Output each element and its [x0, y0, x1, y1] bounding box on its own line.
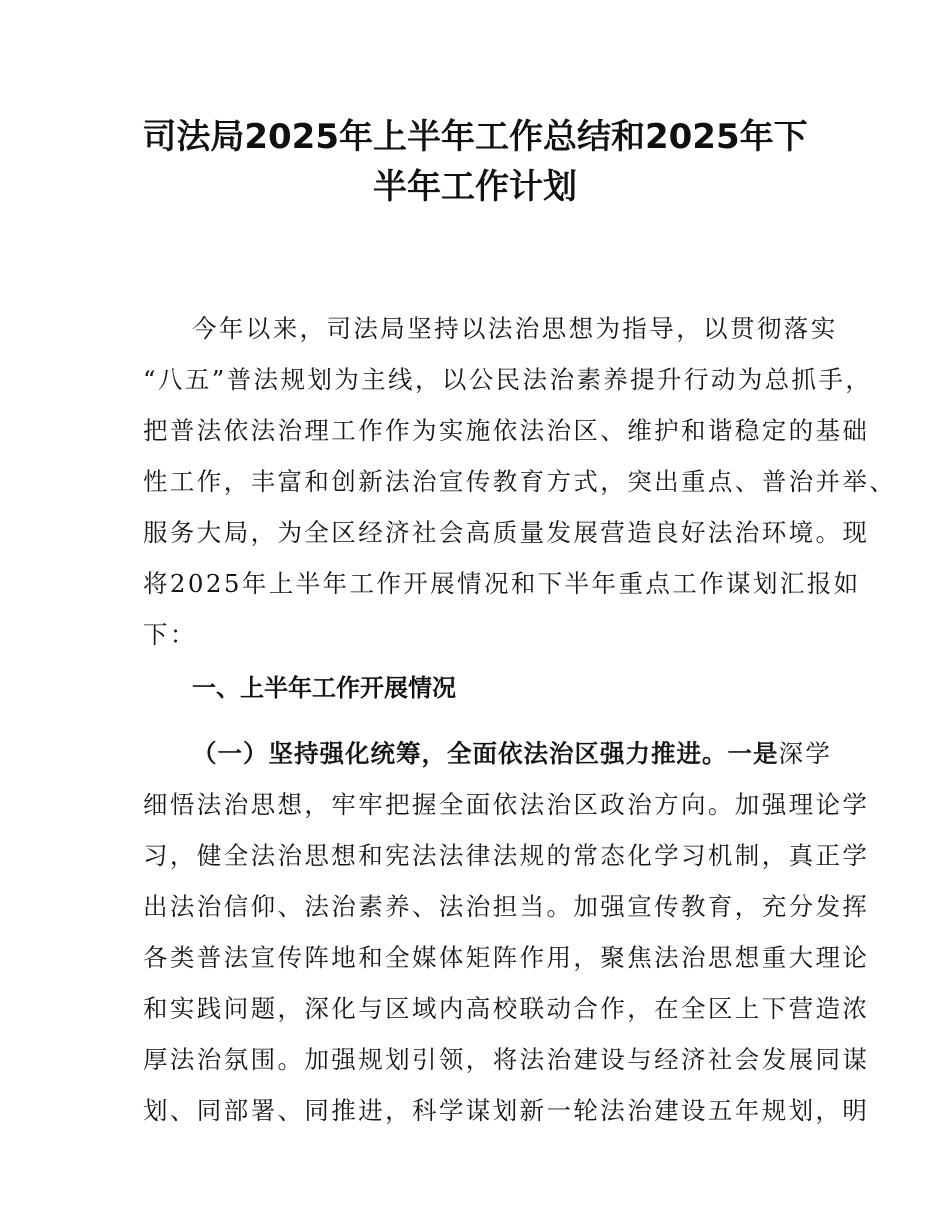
paragraph-line: 下： [143, 620, 197, 649]
paragraph-line: 今年以来，司法局坚持以法治思想为指导，以贯彻落实 [192, 314, 838, 343]
paragraph-text: 深学 [778, 739, 833, 768]
title-line-2: 半年工作计划 [373, 167, 577, 207]
paragraph-line: “八五”普法规划为主线，以公民法治素养提升行动为总抓手， [143, 365, 873, 394]
paragraph-line: 和实践问题，深化与区域内高校联动合作，在全区上下营造浓 [143, 994, 870, 1023]
paragraph-line: 将2025年上半年工作开展情况和下半年重点工作谋划汇报如 [143, 569, 861, 598]
paragraph-line: 服务大局，为全区经济社会高质量发展营造良好法治环境。现 [143, 518, 870, 547]
paragraph-line: 性工作，丰富和创新法治宣传教育方式，突出重点、普治并举、 [143, 467, 897, 496]
paragraph-line: 出法治信仰、法治素养、法治担当。加强宣传教育，充分发挥 [143, 892, 870, 921]
paragraph-line: 划、同部署、同推进，科学谋划新一轮法治建设五年规划，明 [143, 1096, 870, 1125]
subsection-heading: （一）坚持强化统筹，全面依法治区强力推进。一是 [192, 739, 779, 768]
paragraph-line: 习，健全法治思想和宪法法律法规的常态化学习机制，真正学 [143, 841, 870, 870]
intro-paragraph [143, 303, 897, 660]
subsection-paragraph [143, 728, 870, 1136]
paragraph-line: 厚法治氛围。加强规划引领，将法治建设与经济社会发展同谋 [143, 1045, 870, 1074]
section-heading: 一、上半年工作开展情况 [192, 674, 456, 702]
paragraph-line [143, 728, 833, 779]
title-line-1: 司法局2025年上半年工作总结和2025年下 [142, 117, 808, 157]
paragraph-line: 把普法依法治理工作作为实施依法治区、维护和谐稳定的基础 [143, 416, 870, 445]
paragraph-line: 各类普法宣传阵地和全媒体矩阵作用，聚焦法治思想重大理论 [143, 943, 870, 972]
paragraph-line: 细悟法治思想，牢牢把握全面依法治区政治方向。加强理论学 [143, 790, 870, 819]
document-title [100, 112, 850, 212]
